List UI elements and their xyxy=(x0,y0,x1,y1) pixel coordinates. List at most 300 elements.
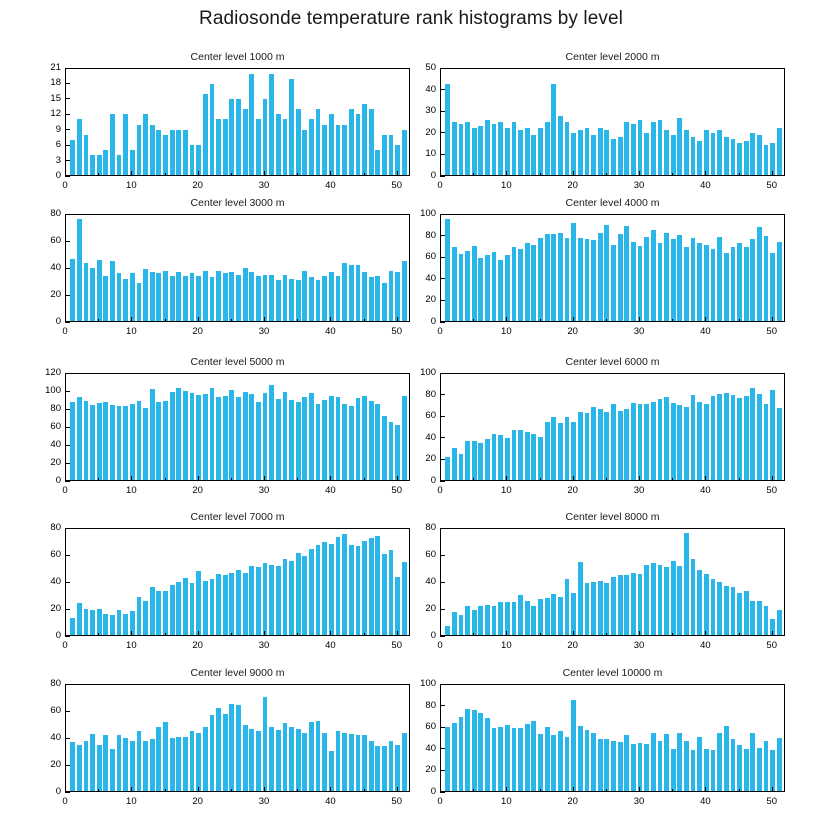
y-axis-tick-label: 15 xyxy=(50,92,61,104)
bar xyxy=(143,114,148,175)
x-axis-minor-tick xyxy=(297,633,298,636)
x-axis-tick-label: 30 xyxy=(258,326,270,337)
plot-area xyxy=(440,373,785,481)
chart-panel xyxy=(395,356,790,504)
bar xyxy=(750,388,755,480)
bar xyxy=(711,133,716,175)
x-axis-minor-tick xyxy=(672,633,673,636)
y-axis-tick-label: 40 xyxy=(425,576,436,587)
bar xyxy=(123,738,128,791)
bar xyxy=(618,137,623,175)
bar xyxy=(704,245,709,321)
bar xyxy=(110,749,115,791)
x-axis-tick xyxy=(506,631,507,636)
bar xyxy=(571,223,576,321)
bar xyxy=(711,396,716,480)
bar xyxy=(369,741,374,791)
y-axis-tick-label: 60 xyxy=(425,251,436,263)
bar xyxy=(565,417,570,480)
y-axis-tick-label: 40 xyxy=(50,732,61,743)
bar xyxy=(97,403,102,480)
y-axis-tick xyxy=(440,132,445,133)
bar xyxy=(472,246,477,321)
bar xyxy=(70,140,75,175)
x-axis-tick xyxy=(705,171,706,176)
bar xyxy=(276,114,281,175)
y-axis-tick-label: 80 xyxy=(425,522,436,533)
y-axis-tick-label: 0 xyxy=(55,170,61,181)
bar xyxy=(731,739,736,791)
bar xyxy=(283,559,288,635)
x-axis-tick-label: 40 xyxy=(700,640,711,651)
x-axis-tick xyxy=(440,476,441,481)
y-axis-tick-label: 100 xyxy=(420,678,436,689)
bar xyxy=(156,130,161,175)
bar xyxy=(611,139,616,175)
x-axis-tick xyxy=(264,317,265,322)
bar xyxy=(309,119,314,175)
bar xyxy=(604,583,609,635)
bar xyxy=(349,734,354,791)
x-axis-minor-tick xyxy=(98,789,99,792)
bar xyxy=(618,742,623,791)
bar xyxy=(296,280,301,321)
chart-panel xyxy=(20,511,415,659)
bar xyxy=(731,587,736,635)
y-axis-tick-label: 40 xyxy=(425,83,436,95)
bar xyxy=(684,130,689,175)
bar xyxy=(342,404,347,480)
bar xyxy=(750,733,755,791)
x-axis-minor-tick xyxy=(231,319,232,322)
x-axis-minor-tick xyxy=(364,633,365,636)
panel-title: Center level 6000 m xyxy=(565,356,660,368)
bar xyxy=(375,404,380,480)
x-axis-tick-label: 50 xyxy=(766,180,777,191)
bar xyxy=(263,563,268,635)
bar xyxy=(196,571,201,635)
bar xyxy=(545,122,550,175)
bar xyxy=(565,737,570,791)
x-axis-tick-label: 0 xyxy=(437,485,443,496)
bar xyxy=(236,99,241,175)
bar xyxy=(276,280,281,321)
bar xyxy=(545,234,550,321)
bar xyxy=(631,573,636,635)
bar xyxy=(236,397,241,480)
bar xyxy=(658,565,663,635)
x-axis-tick-label: 0 xyxy=(62,640,68,651)
x-axis-tick xyxy=(131,787,132,792)
x-axis-tick xyxy=(639,476,640,481)
bar xyxy=(110,405,115,480)
bar xyxy=(744,591,749,635)
bar xyxy=(757,394,762,480)
bar xyxy=(316,404,321,480)
chart-panel xyxy=(395,511,790,659)
x-axis-minor-tick xyxy=(231,478,232,481)
bar xyxy=(445,626,450,635)
bar xyxy=(143,408,148,480)
bar xyxy=(677,405,682,480)
y-axis-tick-label: 80 xyxy=(50,678,61,689)
panel-title: Center level 8000 m xyxy=(565,511,660,523)
bar xyxy=(316,545,321,635)
bar xyxy=(757,748,762,791)
bar xyxy=(651,402,656,480)
x-axis-tick-label: 10 xyxy=(501,180,512,191)
bar xyxy=(551,594,556,635)
bar xyxy=(757,227,762,321)
bar xyxy=(163,401,168,481)
x-axis-minor-tick xyxy=(672,478,673,481)
bar xyxy=(375,150,380,175)
bar xyxy=(578,562,583,635)
bar xyxy=(585,583,590,635)
bar xyxy=(223,714,228,791)
x-axis-tick-label: 20 xyxy=(192,326,203,337)
bar xyxy=(156,273,161,321)
x-axis-minor-tick xyxy=(672,789,673,792)
bar xyxy=(472,610,477,635)
x-axis-tick xyxy=(440,787,441,792)
y-axis-tick-label: 20 xyxy=(425,294,436,306)
bar xyxy=(624,122,629,175)
x-axis-tick-label: 30 xyxy=(633,326,645,337)
y-axis-tick xyxy=(440,705,445,706)
bar xyxy=(459,454,464,481)
y-axis-tick-label: 20 xyxy=(50,603,61,614)
bar xyxy=(156,402,161,480)
bar xyxy=(163,271,168,321)
bar xyxy=(269,275,274,321)
bar xyxy=(512,122,517,175)
bar xyxy=(369,277,374,321)
y-axis-tick-label: 20 xyxy=(50,289,61,300)
bar xyxy=(744,749,749,791)
bar xyxy=(356,398,361,480)
bar xyxy=(545,422,550,480)
bar xyxy=(658,243,663,321)
bar xyxy=(651,122,656,175)
y-axis-tick-label: 6 xyxy=(55,139,61,151)
bar xyxy=(631,403,636,480)
bar xyxy=(356,546,361,635)
bar xyxy=(724,253,729,321)
x-axis-tick xyxy=(330,171,331,176)
bar xyxy=(671,403,676,480)
bar xyxy=(697,243,702,321)
x-axis-tick-label: 50 xyxy=(766,326,777,337)
bar xyxy=(697,141,702,175)
bar xyxy=(644,133,649,175)
bar xyxy=(103,276,108,321)
bar xyxy=(210,579,215,635)
x-axis-tick xyxy=(573,787,574,792)
bar xyxy=(362,735,367,791)
plot-area xyxy=(65,684,410,792)
bar xyxy=(585,730,590,791)
plot-area xyxy=(440,214,785,322)
bar xyxy=(651,733,656,791)
bar xyxy=(329,751,334,791)
bar xyxy=(644,744,649,791)
bar xyxy=(518,595,523,635)
bar xyxy=(210,277,215,321)
bar xyxy=(485,605,490,635)
x-axis-tick xyxy=(573,317,574,322)
bar xyxy=(717,237,722,321)
bar xyxy=(611,245,616,321)
bar xyxy=(498,435,503,480)
bar xyxy=(356,265,361,321)
bar xyxy=(223,273,228,321)
bar xyxy=(103,614,108,635)
bar xyxy=(84,263,89,321)
bar xyxy=(571,700,576,791)
bar xyxy=(329,396,334,480)
bar xyxy=(505,255,510,321)
chart-panel xyxy=(20,356,415,504)
bar xyxy=(744,396,749,480)
bar xyxy=(591,135,596,175)
bar xyxy=(289,279,294,321)
x-axis-tick xyxy=(65,171,66,176)
bar xyxy=(445,457,450,480)
x-axis-minor-tick xyxy=(739,633,740,636)
x-axis-minor-tick xyxy=(540,319,541,322)
bar xyxy=(249,566,254,635)
bar xyxy=(631,124,636,175)
bar xyxy=(90,155,95,175)
y-axis-tick-label: 18 xyxy=(50,77,61,89)
x-axis-tick-label: 40 xyxy=(325,640,336,651)
bar xyxy=(512,728,517,791)
bar xyxy=(382,135,387,175)
bar xyxy=(203,581,208,635)
x-axis-tick xyxy=(330,317,331,322)
bar xyxy=(671,135,676,175)
bar xyxy=(70,402,75,480)
y-axis-tick xyxy=(65,129,70,130)
bar xyxy=(531,721,536,791)
bar xyxy=(724,726,729,791)
bar xyxy=(638,743,643,791)
bar xyxy=(677,733,682,791)
bar xyxy=(445,727,450,791)
bar xyxy=(618,575,623,635)
bar xyxy=(538,734,543,791)
x-axis-minor-tick xyxy=(739,789,740,792)
x-axis-tick xyxy=(772,787,773,792)
bar xyxy=(90,268,95,321)
bar xyxy=(585,128,590,175)
bar xyxy=(123,279,128,321)
x-axis-tick xyxy=(639,171,640,176)
bar xyxy=(578,130,583,175)
y-axis-tick xyxy=(440,609,445,610)
bar xyxy=(717,582,722,635)
bar xyxy=(190,273,195,321)
bar xyxy=(183,130,188,175)
bar xyxy=(97,155,102,175)
y-axis-tick xyxy=(65,427,70,428)
bar-series xyxy=(441,215,784,321)
bar xyxy=(382,283,387,321)
x-axis-tick-label: 0 xyxy=(62,796,68,807)
x-axis-minor-tick xyxy=(297,789,298,792)
x-axis-minor-tick xyxy=(165,478,166,481)
y-axis-tick-label: 100 xyxy=(420,208,436,219)
bar xyxy=(389,271,394,321)
bar xyxy=(249,394,254,480)
x-axis-minor-tick xyxy=(98,319,99,322)
x-axis-tick xyxy=(131,317,132,322)
bar xyxy=(150,739,155,791)
bar xyxy=(143,269,148,321)
y-axis-tick-label: 20 xyxy=(50,457,61,468)
bar xyxy=(737,398,742,480)
bar xyxy=(472,128,477,175)
bar-series xyxy=(66,215,409,321)
bar xyxy=(77,603,82,635)
bar xyxy=(117,406,122,480)
figure-title: Radiosonde temperature rank histograms by level xyxy=(199,8,623,29)
bar xyxy=(604,225,609,321)
x-axis-minor-tick xyxy=(606,478,607,481)
bar xyxy=(445,84,450,175)
bar xyxy=(565,238,570,321)
bar xyxy=(269,565,274,635)
x-axis-tick xyxy=(330,476,331,481)
bar xyxy=(531,135,536,175)
x-axis-minor-tick xyxy=(364,173,365,176)
x-axis-tick-label: 40 xyxy=(325,796,336,807)
bar xyxy=(604,130,609,175)
bar xyxy=(624,735,629,791)
bar xyxy=(349,109,354,175)
x-axis-minor-tick xyxy=(473,633,474,636)
bar xyxy=(671,561,676,635)
y-axis-tick-label: 120 xyxy=(45,367,61,378)
bar xyxy=(110,114,115,175)
bar xyxy=(538,238,543,321)
x-axis-minor-tick xyxy=(165,789,166,792)
bar xyxy=(289,727,294,791)
bar xyxy=(223,396,228,480)
bar xyxy=(176,272,181,321)
bar xyxy=(229,272,234,321)
y-axis-tick xyxy=(440,373,445,374)
bar xyxy=(551,417,556,480)
x-axis-minor-tick xyxy=(98,173,99,176)
bar xyxy=(256,276,261,321)
bar xyxy=(203,94,208,175)
bar xyxy=(90,405,95,480)
x-axis-minor-tick xyxy=(540,173,541,176)
x-axis-tick-label: 10 xyxy=(126,796,137,807)
bar xyxy=(150,272,155,321)
bar xyxy=(203,727,208,791)
bar xyxy=(638,404,643,480)
bar xyxy=(156,727,161,791)
x-axis-tick-label: 0 xyxy=(437,180,443,191)
bar xyxy=(229,99,234,175)
bar xyxy=(512,430,517,480)
bar xyxy=(322,276,327,321)
bar-series xyxy=(66,529,409,635)
bar xyxy=(591,407,596,480)
bar-series xyxy=(441,529,784,635)
bar xyxy=(229,390,234,480)
x-axis-tick-label: 10 xyxy=(501,640,512,651)
y-axis-tick-label: 20 xyxy=(425,126,436,138)
y-axis-tick-label: 20 xyxy=(425,453,436,465)
bar xyxy=(478,606,483,635)
bar xyxy=(249,272,254,321)
plot-area xyxy=(65,68,410,176)
x-axis-tick-label: 20 xyxy=(567,180,578,191)
bar xyxy=(256,731,261,791)
bar xyxy=(558,233,563,321)
bar xyxy=(697,737,702,791)
bar xyxy=(329,544,334,635)
y-axis-tick-label: 60 xyxy=(425,549,436,560)
bar xyxy=(375,276,380,321)
x-axis-tick-label: 10 xyxy=(501,485,512,496)
y-axis-tick-label: 40 xyxy=(425,431,436,443)
bar xyxy=(644,565,649,635)
bar xyxy=(97,745,102,791)
plot-area xyxy=(65,373,410,481)
x-axis-tick-label: 10 xyxy=(126,640,137,651)
bar xyxy=(631,242,636,322)
bar xyxy=(478,258,483,321)
bar xyxy=(309,549,314,635)
bar xyxy=(143,741,148,791)
bar xyxy=(176,388,181,480)
y-axis-tick-label: 0 xyxy=(55,316,61,327)
bar xyxy=(322,125,327,175)
x-axis-minor-tick xyxy=(231,789,232,792)
y-axis-tick-label: 80 xyxy=(50,522,61,533)
x-axis-tick xyxy=(440,171,441,176)
x-axis-minor-tick xyxy=(165,173,166,176)
bar xyxy=(283,723,288,791)
bar xyxy=(117,155,122,175)
bar xyxy=(70,259,75,321)
x-axis-tick xyxy=(131,631,132,636)
bar xyxy=(150,587,155,635)
bar xyxy=(342,125,347,175)
x-axis-tick-label: 20 xyxy=(192,640,203,651)
x-axis-tick xyxy=(506,476,507,481)
bar xyxy=(578,238,583,321)
bar xyxy=(571,133,576,175)
bar xyxy=(382,416,387,480)
bar xyxy=(750,601,755,635)
x-axis-tick-label: 0 xyxy=(62,180,68,191)
bar xyxy=(684,247,689,321)
bar xyxy=(518,249,523,321)
bar xyxy=(684,741,689,791)
x-axis-tick-label: 30 xyxy=(258,640,270,651)
bar xyxy=(249,729,254,791)
bar xyxy=(478,713,483,791)
x-axis-tick-label: 50 xyxy=(391,796,402,807)
bar xyxy=(591,582,596,635)
x-axis-minor-tick xyxy=(739,478,740,481)
